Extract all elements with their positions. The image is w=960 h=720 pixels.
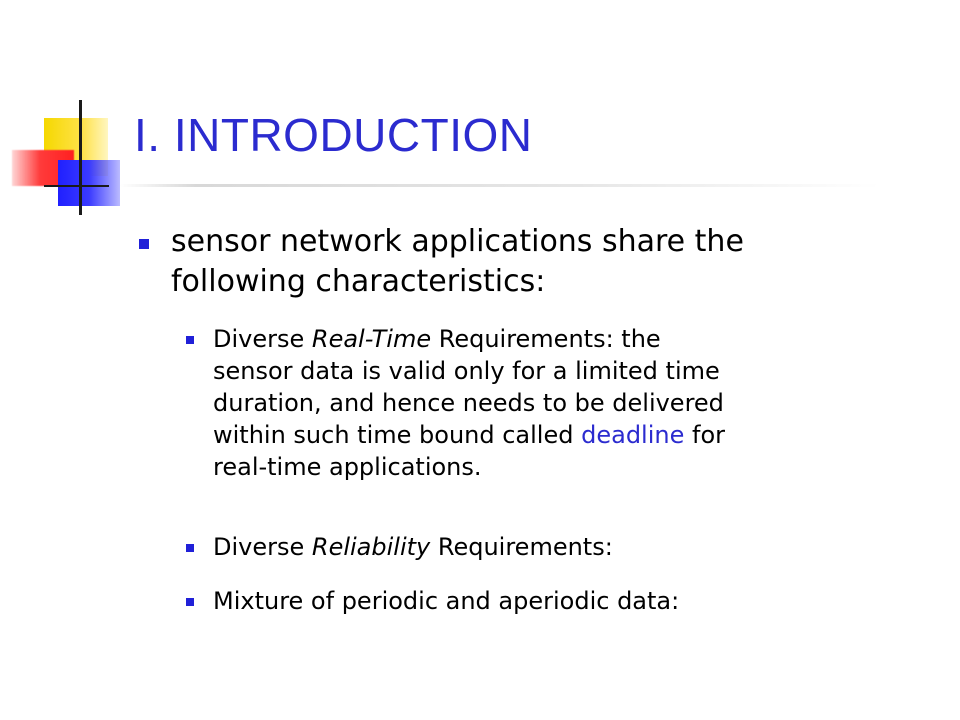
- sub-2-prefix: Diverse: [213, 533, 312, 561]
- slide-title: I. INTRODUCTION: [134, 109, 533, 161]
- sub-1-line-4-prefix: within such time bound called: [213, 421, 582, 449]
- sub-1-line-5: real-time applications.: [213, 453, 482, 481]
- square-bullet-icon: [186, 336, 194, 344]
- sub-1-italic: Real-Time: [311, 325, 432, 353]
- bullet-1-line-1: sensor network applications share the: [171, 224, 744, 259]
- sub-1-line-1: [213, 323, 913, 355]
- bullet-1-text: [171, 222, 891, 302]
- square-bullet-icon: [139, 239, 149, 249]
- sub-bullet-2-text: [213, 531, 913, 563]
- sub-bullet-3-text: Mixture of periodic and aperiodic data:: [213, 587, 680, 615]
- sub-1-line-3: duration, and hence needs to be delivered: [213, 389, 724, 417]
- sub-1-line-4: [213, 419, 913, 451]
- sub-bullet-1-text: [213, 323, 913, 483]
- sub-1-line-4-suffix: for: [684, 421, 726, 449]
- sub-2-italic: Reliability: [311, 533, 431, 561]
- square-bullet-icon: [186, 598, 194, 606]
- sub-1-line-2: sensor data is valid only for a limited time: [213, 357, 720, 385]
- bullet-1-line-2: following characteristics:: [171, 264, 546, 299]
- sub-1-prefix: Diverse: [213, 325, 312, 353]
- sub-2-suffix: Requirements:: [430, 533, 613, 561]
- deadline-highlight: deadline: [581, 421, 685, 449]
- sub-1-suffix: Requirements: the: [431, 325, 661, 353]
- square-bullet-icon: [186, 544, 194, 552]
